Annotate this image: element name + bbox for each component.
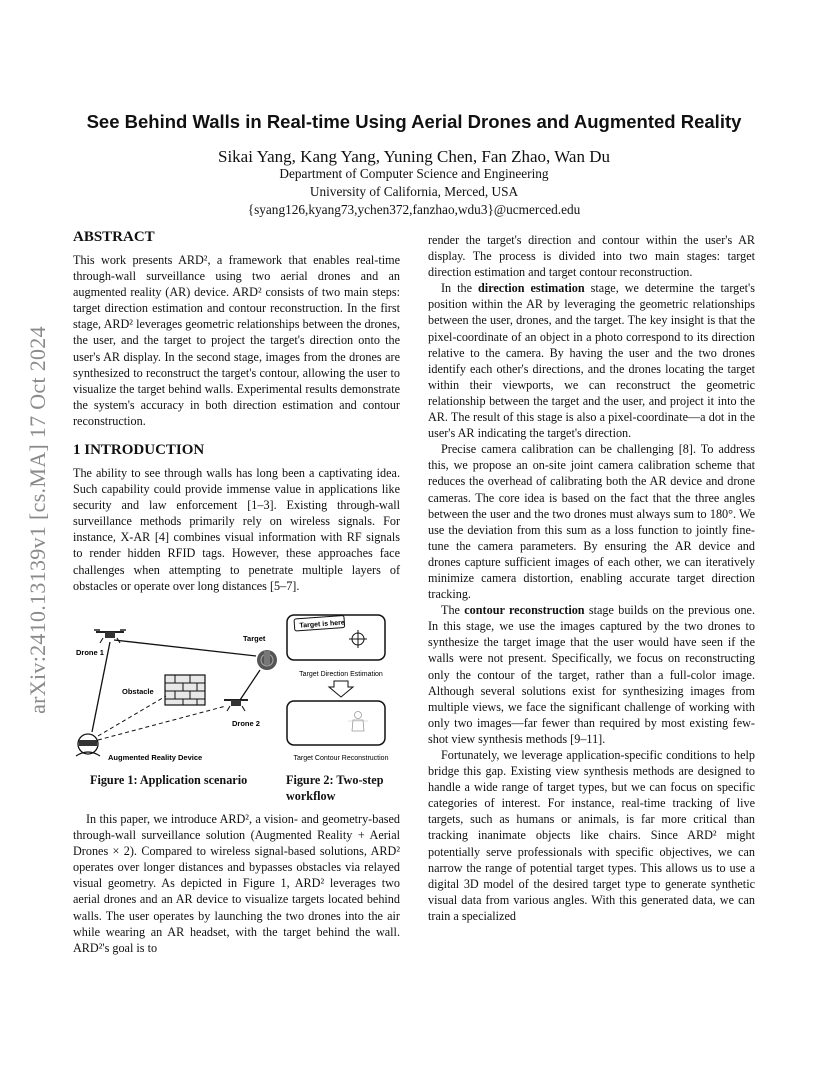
contour-post-text: stage builds on the previous one. In this stage, we use the images captured by the two drones to synthesize the target image that the user would have seen if the walls were not present. Specifically, we focus on reconstructing only the contour of the target, rather than a full-color image. Although several solutions exist for synthesizing images from multiple views, we face the significant challenge of working with only two images—far fewer than required by most existing few-shot view synthesis methods [9–11]. (428, 603, 755, 746)
step2-label: Target Contour Reconstruction (293, 755, 389, 762)
intro-body (73, 465, 400, 594)
author-list: Sikai Yang, Kang Yang, Yuning Chen, Fan Zhao, Wan Du (218, 147, 610, 166)
figure-2-caption: Figure 2: Two-step workflow (286, 773, 384, 803)
ar-device-label: Augmented Reality Device (108, 753, 203, 762)
target-label: Target (243, 634, 266, 643)
drone-2-label: Drone 2 (232, 719, 260, 728)
dashed-user-drone2 (98, 706, 226, 740)
dir-post-text: stage, we determine the target's position within the AR by leveraging the geometric relationships between the user, drones, and the target. The key insight is that the pixel-coordinate of an object in a photo correspond to its direction relative to the camera. By having the user and the two drones identify each other's directions, and the drones locating the target within their viewports, we can reconstruct the geometric relationship between the target and the user, and project it into the AR. The result of this stage is also a pixel-coordinate—a dot in the user's AR indicating the target's direction. (428, 281, 755, 441)
drone-1-label: Drone 1 (76, 648, 104, 657)
abstract-body (73, 252, 400, 429)
obstacle-label: Obstacle (122, 687, 154, 696)
figure-1-application-scenario (70, 620, 280, 770)
target-icon (257, 650, 277, 670)
ar-user-icon (76, 734, 100, 756)
dir-pre-text: In the (441, 281, 479, 296)
line-drone2-target (240, 670, 260, 700)
arxiv-stamp (18, 270, 58, 770)
paper-title: See Behind Walls in Real-time Using Aerial Drones and Augmented Reality (86, 111, 742, 132)
department: Department of Computer Science and Engineering (279, 166, 549, 181)
figure-1-caption: Figure 1: Application scenario (90, 773, 248, 787)
figure-2-two-step-workflow (282, 613, 400, 773)
direction-estimation-paragraph (428, 280, 755, 441)
contour-bold-term: contour reconstruction (464, 603, 585, 618)
university: University of California, Merced, USA (309, 184, 519, 199)
contour-pre-text: The (441, 603, 465, 618)
dir-bold-term: direction estimation (478, 281, 585, 296)
intro-continued (73, 811, 400, 956)
line-drone1-target (114, 640, 256, 656)
arxiv-id: arXiv:2410.13139v1 [cs.MA] 17 Oct 2024 (25, 326, 50, 714)
author-emails: {syang126,kyang73,ychen372,fanzhao,wdu3}@ucmerced.edu (247, 202, 581, 217)
abstract-heading: ABSTRACT (73, 229, 155, 245)
brick-wall-icon (165, 675, 205, 705)
ar-view-bottom (287, 701, 385, 745)
calibration-paragraph: Precise camera calibration can be challenging [8]. To address this, we propose an on-site joint camera calibration scheme that reduces the overhead of calibrating both the AR device and drone cameras. The core idea is based on the fact that the three angles between the user and the two drones must always sum to 180°. We use the deviation from this sum as a loss function to jointly fine-tune the camera parameters. By ensuring the AR device and drones capture sufficient images of each other, we can iteratively minimize camera distortion, enabling accurate target direction tracking. (428, 442, 755, 602)
contour-paragraph (428, 602, 755, 747)
drone-2-icon (224, 700, 248, 711)
intro-heading: 1 INTRODUCTION (73, 442, 205, 458)
abstract-text: This work presents ARD², a framework that enables real-time through-wall surveillance using two aerial drones and an augmented reality (AR) device. ARD² consists of two main steps: target direction estimation and contour reconstruction. In the first stage, ARD² leverages geometric relationships between the drones, the user, and the target to project the target's direction onto the user's AR display. In the second stage, images from the drones are synthesized to reconstruct the target's contour, allowing the user to visualize the target behind walls. Experimental results demonstrate the system's accuracy in both direction estimation and contour reconstruction. (73, 253, 400, 428)
fortunately-paragraph: Fortunately, we leverage application-specific conditions to help bridge this gap. Existing view synthesis methods are designed to handle a wide range of target types, but we can focus on specific categories of interest. For instance, real-time tracking of live targets, such as humans or animals, is far more critical than tracking inanimate objects like chairs. Since ARD² might potentially serve professionals with specific objectives, we can narrow the range of potential target types. This allows us to use a digital 3D model of the desired target type to generate synthetic visual data from various angles. With this generated data, we can train a specialized (428, 748, 755, 923)
dashed-user-obstacle (98, 696, 166, 736)
down-arrow-icon (329, 681, 353, 697)
step1-label: Target Direction Estimation (299, 671, 383, 678)
bubble-text: Target is here (299, 619, 346, 630)
right-paragraph-continuation: render the target's direction and contour within the user's AR display. The process is divided into two main stages: target direction estimation and target contour reconstruction. (428, 233, 755, 280)
right-column (428, 232, 755, 924)
intro-paragraph-2: In this paper, we introduce ARD², a vision- and geometry-based through-wall surveillance solution (Augmented Reality + Aerial Drones × 2). Compared to wireless signal-based solutions, ARD² operates over longer distances and bypasses obstacles via relayed visual geometry. As depicted in Figure 1, ARD² leverages two aerial drones and an AR device to visualize targets located behind walls. The user operates by launching the two drones into the air while wearing an AR headset, with the target behind the wall. ARD²'s goal is to (73, 812, 400, 955)
intro-paragraph-1: The ability to see through walls has long been a captivating idea. Such capability could provide immense value in applications like security and law enforcement [1–3]. Existing through-wall surveillance methods primarily rely on wireless signals. For instance, X-AR [4] combines visual information with RF signals to render hidden RFID tags. However, these approaches face challenges when attempting to penetrate multiple layers of obstacles or operate over long distances [5–7]. (73, 466, 400, 593)
